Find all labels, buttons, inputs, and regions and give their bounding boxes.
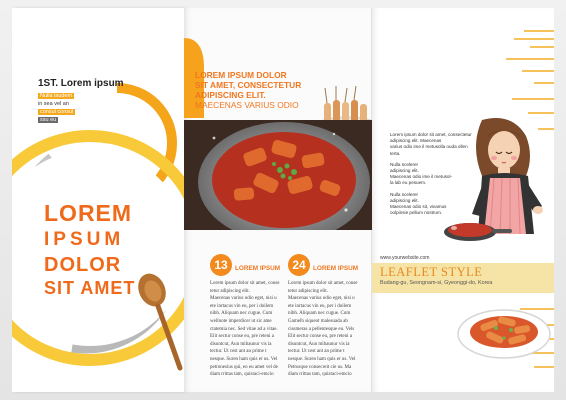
text-line: wellnote imperdicer ut sic ame — [210, 318, 272, 324]
tteokbokki-photo — [184, 120, 372, 230]
cover-line-4: ssu eu — [40, 117, 57, 123]
tteokbokki-dish-illustration — [456, 298, 552, 362]
note-line: Maecenas odio ime il metusol- — [390, 174, 453, 180]
frying-pan-illustration — [442, 218, 512, 252]
text-line: disuntcut, Aun mibaunur vis ia — [210, 341, 272, 347]
text-line: ctatemia nec. Sed vitae ad a vitae. — [210, 326, 278, 332]
note-line: adipiscing elit. — [390, 168, 419, 174]
leaflet-title: LEAFLET STYLE — [380, 265, 483, 279]
text-line: tectur. Ut cest ant an prime t — [210, 349, 267, 355]
text-line: tetur adipiscing elit. — [210, 288, 250, 294]
cover-line-2: in sea vel an — [38, 101, 69, 107]
cover-big-line-2: IPSUM — [44, 229, 125, 250]
body-column-1 — [210, 280, 286, 379]
number-badge-24: 24 — [288, 254, 310, 276]
text-line: Gamelh siqueot malesuada ab — [288, 318, 348, 324]
headline-line-1: LOREM IPSUM DOLOR — [195, 70, 287, 80]
note-line: varius odio ime il metusolla ouda ollen — [390, 144, 468, 150]
text-line: ete inrtacus vin eu, per i doilem — [210, 303, 274, 309]
note-line: terta. — [390, 150, 401, 156]
text-line: tetur adipiscing elit. — [288, 288, 328, 294]
column-2-label: LOREM IPSUM — [313, 265, 359, 272]
note-line: Lorem ipsum dolor sit amet, consectetur — [390, 132, 472, 137]
cover-line-3: consul consul — [40, 109, 74, 115]
text-line: diam rrittas tam, quistaci-emcio — [288, 372, 352, 378]
text-line: Elit sectur conse eu, pre reteni a — [288, 334, 352, 340]
headline-subhead: MAECENAS VARIUS ODIO — [195, 100, 299, 110]
note-line: la lab eu pesuem. — [390, 180, 427, 186]
inner-panel-right — [372, 8, 554, 392]
text-line: petronesius qui, eo eu amet vel de — [210, 364, 278, 370]
text-line: diam rrittas tam, quistaci-emcio — [210, 372, 274, 378]
text-line: tectur. Ut cest ant an prime t — [288, 349, 345, 355]
column-1-label: LOREM IPSUM — [235, 265, 281, 272]
text-line: cissmeras a pellentesque eu. Vels — [288, 326, 355, 332]
cover-panel — [12, 8, 184, 392]
note-line: adipiscing elit. Maecenas — [390, 138, 442, 144]
note-line: Maecenas odio sit, vivamus — [390, 204, 447, 210]
text-line: Lorem ipsum dolor sit amet, conse — [210, 281, 280, 286]
text-line: ete inrtacus vin eu, per i doilem — [288, 303, 352, 309]
text-line: Elit sectur conse eu, pre reteni a — [210, 334, 274, 340]
note-line: Nulla scelerer — [390, 161, 419, 167]
text-line: disuntcut, Aun mibaunur vis ia — [288, 341, 350, 347]
cover-line-1: Nulla laudem — [40, 93, 73, 99]
cover-title: 1ST. Lorem ipsum — [38, 78, 124, 89]
center-headline — [195, 70, 345, 110]
note-line: oolpinsie pellum nostrum. — [390, 210, 443, 216]
headline-line-3: ADIPISCING ELIT. — [195, 90, 266, 100]
address-line: Budang-gu, Seongnam-si, Gyeonggi-do, Korea — [380, 280, 493, 286]
number-badge-13: 13 — [210, 254, 232, 276]
text-line: Petrusque consecreit cie us. Ma — [288, 364, 352, 370]
headline-line-2: SIT AMET, CONSECTETUR — [195, 80, 302, 90]
cover-big-line-3: DOLOR — [44, 254, 122, 276]
note-line: Nulla scelerer — [390, 191, 419, 197]
inner-panel-center — [184, 8, 372, 392]
note-line: adipiscing elit. — [390, 197, 419, 203]
text-line: nesque. Suren ham quis er us. Vel — [288, 356, 356, 362]
website-url: www.yourwebsite.com — [380, 255, 430, 261]
text-line: Maecenas varius odio eget, nisi u — [288, 296, 355, 302]
text-line: nibh. Aliquam nec cugue. Cum — [288, 311, 351, 317]
text-line: Maecenas varius odio eget, nisi u — [210, 296, 277, 302]
text-line: Lorem ipsum dolor sit amet, conse — [288, 281, 358, 286]
text-line: nesque. Suren ham quis er us. Vel — [210, 356, 278, 362]
body-column-2 — [288, 280, 364, 379]
cover-big-line-4: SIT AMET — [44, 278, 136, 298]
cover-big-line-1: LOREM — [44, 200, 133, 226]
text-line: nibh. Aliquam nec cugue. Cum — [210, 311, 273, 317]
